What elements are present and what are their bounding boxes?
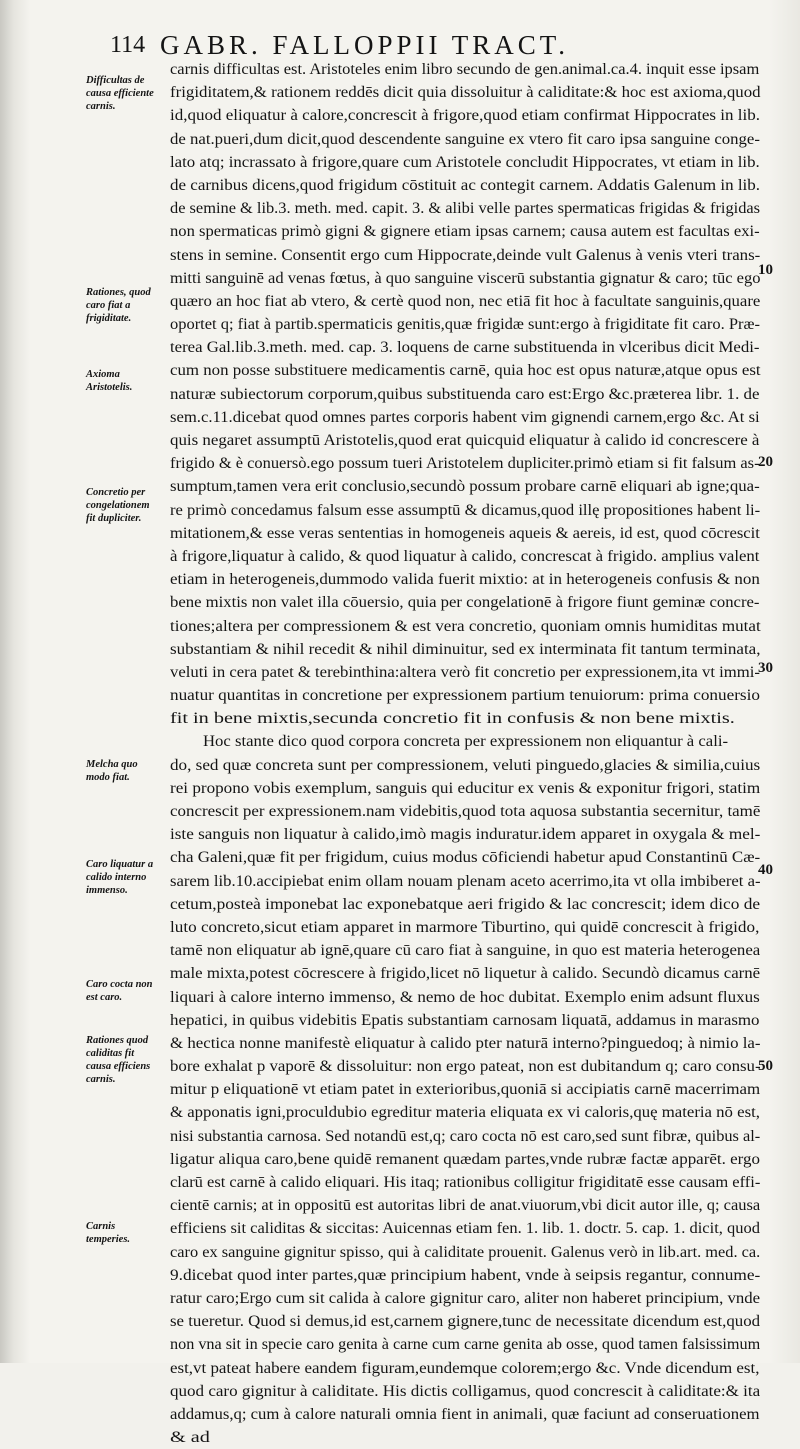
text-line: à frigore,liquatur à calido, & quod liquatur à calido, concrescat à frigido. amplius valent [170,546,760,565]
text-line: sem.c.11.dicebat quod omnes partes corporis habent vim gignendi carnem,ergo &c. At si [170,407,760,426]
text-line: nisi substantia carnosa. Sed notandū est,q; caro cocta nō est caro,sed sunt fibræ, quibus al- [170,1126,761,1145]
text-line: stens in semine. Consentit ergo cum Hippocrate,deinde vult Galenus à venis vteri trans- [170,245,761,264]
text-line: fit in bene mixtis,secunda concretio fit in confusis & non bene mixtis. [170,709,735,728]
text-line: cientē carnis; at in oppositū est autoritas libri de anat.viuorum,vbi dicit autor ille, q; causa [170,1196,761,1215]
marginal-note: Concretio per congelationem fit dupliciter. [86,487,150,524]
text-line: ratur caro;Ergo cum sit calida à calore gignitur caro, aliter non haberet principium, vnde [170,1288,761,1307]
text-line: addamus,q; cum à calore naturali omnia fient in animali, quæ faciunt ad conseruationem [170,1404,760,1423]
text-line: male mixta,potest cōcrescere à frigido,licet nō liquetur à calido. Secundò dicamus carnē [170,964,761,983]
text-line: caro ex sanguine gignitur spisso, qui à caliditate prouenit. Galenus verò in lib.art. med. ca. [170,1242,761,1261]
text-line: ligatur aliqua caro,bene quidē remanent quædam partes,vnde rubræ factæ apparēt. ergo [170,1149,760,1168]
text-line: lato atq; incrassato à frigore,quare cum Aristotele concludit Hippocrates, vt etiam in lib. [170,152,760,171]
text-line: carnis difficultas est. Aristoteles enim libro secundo de gen.animal.ca.4. inquit esse ipsam [170,60,760,78]
marginal-note: Carnis temperies. [86,1221,131,1245]
text-line: bene mixtis non valet illa cōuersio, quia per congelationē à frigore fiunt geminæ concre- [170,593,760,612]
text-line: clarū est carnē à calido eliquari. His itaq; rationibus colligitur frigiditatē esse causam effi- [170,1173,761,1191]
text-line: re primò concedamus falsum esse assumptū & dicamus,quod illę propositiones habent li- [170,500,761,519]
marginal-note: Rationes quod caliditas fit causa efficiens carnis. [86,1035,151,1085]
marginal-note: Caro liquatur a calido interno immenso. [86,859,154,896]
body-text [170,58,761,1447]
text-line: efficiens sit caliditas & siccitas: Auicennas etiam fen. 1. lib. 1. doctr. 5. cap. 1. dicit, quod [170,1219,760,1238]
line-number: 30 [758,660,773,676]
text-line: de carnibus dicens,quod frigidum cōstituit ac contegit carnem. Addatis Galenum in lib. [170,175,761,194]
text-line: cum non posse substituere medicamentis carnē, quia hoc est opus naturæ,atque opus est [170,361,761,380]
text-line: est,vt pateat habere eandem figuram,eundemque colorem;ergo &c. Vnde dicendum est, [170,1358,760,1377]
text-line: sarem lib.10.accipiebat enim ollam nouam plenam aceto acerrimo,ita vt olla imbiberet a- [170,871,761,890]
text-line: 9.dicebat quod inter partes,quæ principium habent, vnde à seipsis regantur, connume- [170,1265,761,1284]
text-line: non spermaticas primò gigni & gignere etiam ipsas carnem; causa autem est facultas exi- [170,222,760,241]
text-line: tiones;altera per compressionem & est vera concretio, quoniam omnis humiditas mutat [170,616,761,635]
text-line: de semine & lib.3. meth. med. capit. 3. & alibi velle partes spermaticas frigidas & frigidas [170,199,761,218]
line-number: 10 [758,262,773,278]
text-line: naturæ subiectorum corporum,quibus substituenda caro est:Ergo &c.præterea libr. 1. de [170,384,760,403]
text-line: substantiam & nihil recedit & nihil diminuitur, sed ex interminata fit tantum terminata, [170,639,761,658]
text-line: do, sed quæ concreta sunt per compressionem, veluti pinguedo,glacies & similia,cuius [170,755,761,774]
text-line: quod caro gignitur à caliditate. His dictis colligamus, quod concrescit à caliditate:& ita [170,1381,761,1400]
text-line: luto concreto,sicut etiam apparet in marmore Tiburtino, qui quidē concrescit à frigido, [170,917,760,936]
text-line: cetum,posteà imponebat lac exponebatque aeri frigido & lac concrescit; idem dico de [170,894,761,913]
page-number: 114 [110,32,146,58]
text-line: & hectica nonne manifestè eliquatur à calido pter naturā interno?pinguedoq; à nimio la- [170,1033,761,1052]
text-line: de nat.pueri,dum dicit,quod descendente sanguine ex vtero fit caro ipsa sanguine conge- [170,129,760,148]
text-line: mitationem,& esse veras sententias in homogeneis aqueis & aereis, id est, quod cōcrescit [170,523,760,542]
marginal-notes [86,60,160,1260]
text-line: bore exhalat p vaporē & dissoluitur: non ergo pateat, non est dubitandum q; caro consu- [170,1057,761,1076]
text-line: terea Gal.lib.3.meth. med. cap. 3. loquens de carne substituenda in vlceribus dicit Medi- [170,338,760,357]
text-line: mitur p eliquationē vt etiam patet in exterioribus,quoniā si accipiatis carnē macerrimam [170,1080,761,1099]
paragraph [170,730,760,1449]
text-line: id,quod eliquatur à calore,concrescit à frigore,quod etiam confirmat Hippocrates in lib. [170,106,760,125]
line-number: 40 [758,862,773,878]
text-line: & apponatis igni,proculdubio egreditur materia eliquata ex vi caloris,quę materia nō est, [170,1103,760,1122]
running-title: GABR. FALLOPPII TRACT. [160,30,570,60]
text-line: iste sanguis non liquatur à calido,imò magis induratur.idem apparet in oxygala & mel- [170,825,761,844]
text-line: frigiditatem,& rationem reddēs dicit quia dissoluitur à caliditate:& hoc est axioma,quod [170,83,761,102]
text-line: veluti in cera patet & terebinthina:altera verò fit concretio per expressionem,ita vt immi- [170,662,760,681]
marginal-note: Rationes, quod caro fiat a frigiditate. [86,287,151,324]
text-line: hepatici, in quibus videbitis Epatis substantiam carnosam liquatā, addamus in marasmo [170,1010,760,1029]
text-line: & ad [170,1428,210,1447]
text-line: cha Galeni,quæ fit per frigidum, cuius modus cōficiendi habetur apud Constantinū Cæ- [170,848,761,867]
text-line: etiam in heterogeneis,dummodo valida fuerit mixtio: at in heterogeneis confusis & non [170,570,760,589]
marginal-note: Melcha quo modo fiat. [86,759,138,783]
line-number: 50 [758,1058,773,1074]
text-line: concrescit per expressionem.nam videbitis,quod tota aquosa substantia secernitur, tamē [170,802,761,820]
text-line: Hoc stante dico quod corpora concreta per expressionem non eliquantur à cali- [202,732,729,751]
marginal-note: Caro cocta non est caro. [86,979,153,1003]
line-numbers [758,0,800,1363]
text-line: quæro an hoc fiat ab vtero, & certè quod non, nec etiā fit hoc à facultate sanguinis,quare [170,291,761,310]
text-line: quis negaret assumptū Aristotelis,quod erat quicquid eliquatur à calido id concrescere à [170,431,760,449]
text-line: rei propono vobis exemplum, sanguis qui educitur ex venis & exponitur frigori, statim [170,778,761,797]
marginal-note: Axioma Aristotelis. [86,369,133,393]
text-line: tamē non eliquatur ab ignē,quare cū caro fiat à sanguine, in quo est materia heterogenea [170,941,761,960]
text-line: sumptum,tamen vera erit conclusio,secundò possum probare carnē eliquari ab igne;qua- [170,477,760,496]
text-line: oportet q; fiat à partib.spermaticis genitis,quæ frigidæ sunt:ergo à frigiditate fit caro. Præ- [170,315,760,334]
text-line: mitti sanguinē ad venas fœtus, à quo sanguine viscerū substantia gignatur & caro; tūc ego [170,268,761,287]
text-line: se tueretur. Quod si demus,id est,carnem gignere,tunc de necessitate dicendum est,quod [170,1312,761,1331]
text-line: non vna sit in specie caro genita à carne cum carne genita ab osse, quod tamen falsissimum [170,1335,761,1354]
marginal-note: Difficultas de causa efficiente carnis. [86,75,154,112]
text-line: frigido & è conuersò.ego possum tueri Aristotelem dupliciter.primò etiam si fit falsum as- [170,454,760,473]
paragraph [170,58,760,730]
text-line: nuatur quantitas in concretione per expressionem partium tenuiorum: prima conuersio [170,686,760,705]
text-line: liquari à calore interno immenso, & nemo de hoc dubitat. Exemplo enim adsunt fluxus [170,987,760,1006]
line-number: 20 [758,454,773,470]
